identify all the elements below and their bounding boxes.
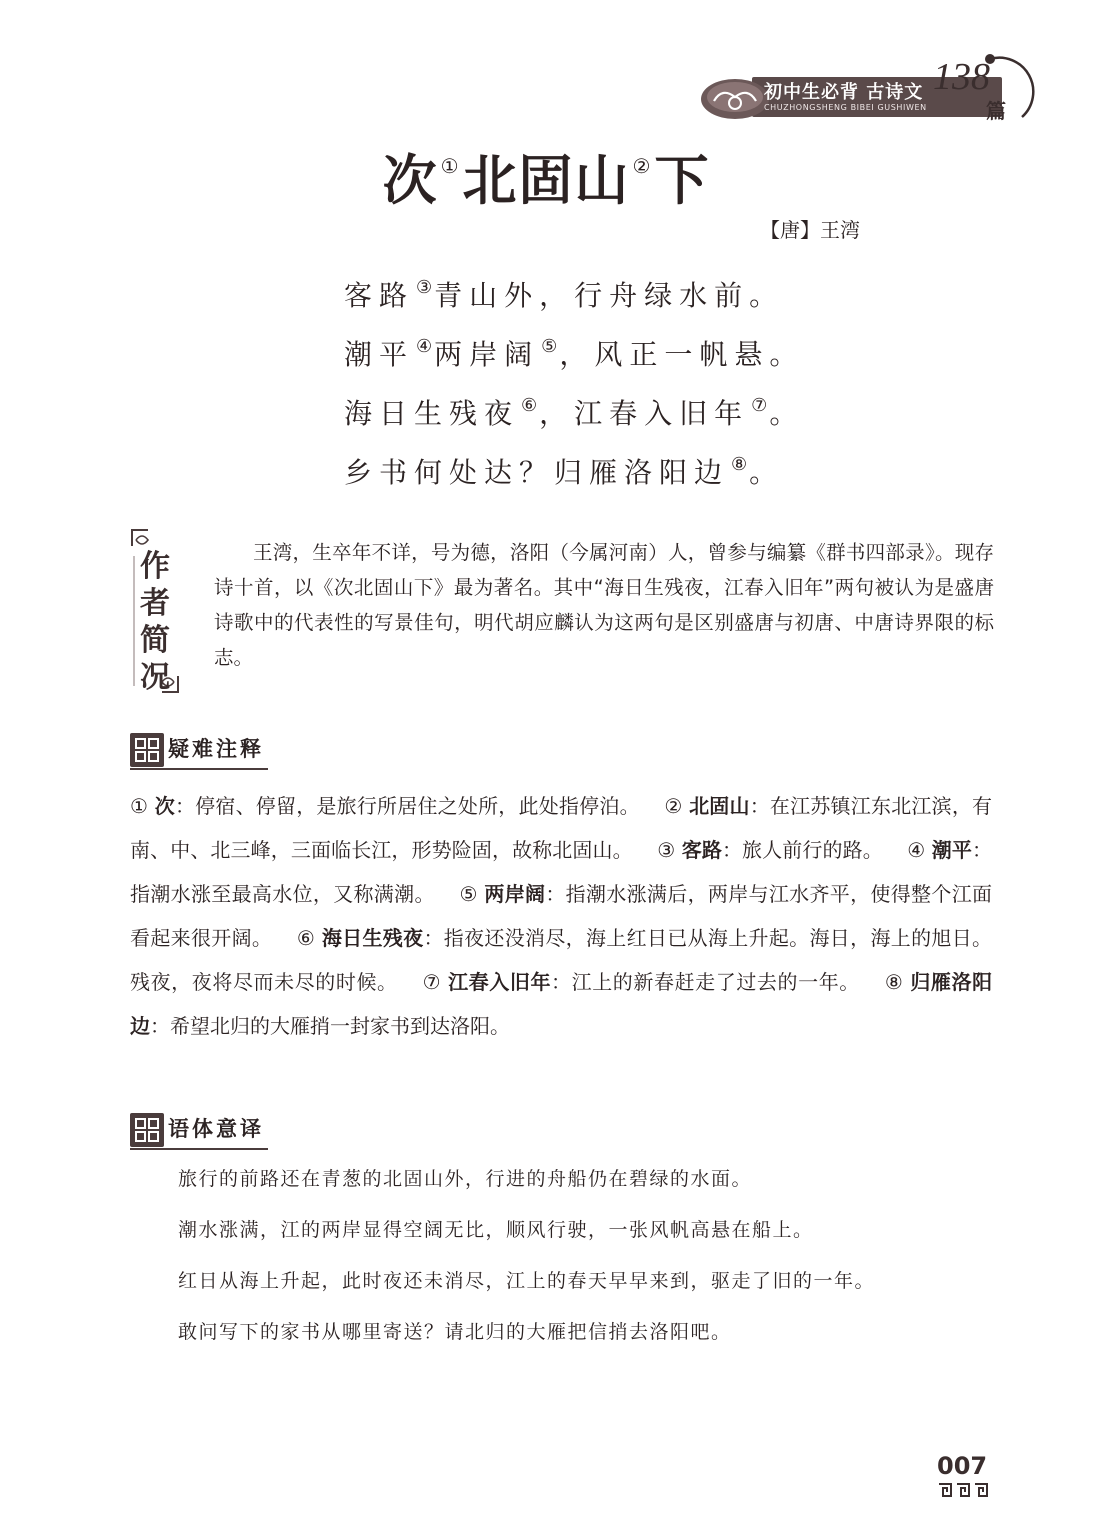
poem-title	[0, 138, 1093, 215]
note-term: 江春入旧年	[448, 970, 552, 994]
poem-text: 两岸阔	[434, 338, 540, 371]
poem-text: 海日生残夜	[344, 397, 520, 430]
author-intro	[214, 535, 994, 675]
section-underline	[130, 1148, 268, 1150]
series-title: 初中生必背 古诗文	[764, 82, 924, 103]
note-text: ：在江苏镇江东北江滨，有南、中、北三峰，三面临长江，形势险固，故称北固山。	[130, 794, 993, 862]
fret-ornament-icon	[937, 1482, 993, 1498]
note-item	[657, 838, 883, 862]
series-unit: 篇	[986, 99, 1006, 123]
translation-label: 语体意译	[168, 1117, 264, 1141]
poem-text: 潮平	[344, 338, 415, 371]
series-count: 138	[933, 56, 990, 98]
notes-body	[130, 784, 992, 1048]
poem-text: 乡书何处达？归雁洛阳边	[344, 456, 730, 489]
note-item	[130, 794, 640, 818]
poem-title-part: 北固山	[462, 149, 631, 212]
poem-line	[344, 268, 804, 327]
intro-paragraph: 王湾，生卒年不详，号为德，洛阳（今属河南）人，曾参与编纂《群书四部录》。现存诗十首，以《次北固山下》最为著名。其中“海日生残夜，江春入旧年”两句被认为是盛唐诗歌中的代表性的写景佳句，明代胡应麟认为这两句是区别盛唐与初唐、中唐诗界限的标志。	[214, 541, 994, 669]
note-marker: ④	[416, 336, 433, 357]
note-number: ⑤	[459, 882, 478, 906]
poem-title-part: 下	[654, 149, 711, 212]
note-number: ⑥	[296, 926, 316, 950]
poem-line	[344, 386, 804, 445]
note-term: 海日生残夜	[321, 926, 424, 950]
section-underline	[130, 768, 268, 770]
note-number: ⑧	[884, 970, 904, 994]
poem-body	[344, 268, 804, 504]
note-term: 潮平	[931, 838, 973, 862]
note-number: ②	[664, 794, 683, 818]
note-number: ①	[130, 794, 149, 818]
note-text: ：希望北归的大雁捎一封家书到达洛阳。	[150, 1014, 510, 1038]
translation-body	[178, 1164, 875, 1368]
poem-line	[344, 327, 804, 386]
note-number: ③	[657, 838, 676, 862]
note-number: ⑦	[422, 970, 442, 994]
note-text: ：旅人前行的路。	[721, 838, 883, 862]
note-marker: ⑦	[751, 395, 768, 416]
note-text: ：停宿、停留，是旅行所居住之处所，此处指停泊。	[174, 794, 640, 818]
series-header	[700, 45, 1030, 131]
poem-title-part: 次	[382, 149, 439, 212]
translation-line: 潮水涨满，江的两岸显得空阔无比，顺风行驶，一张风帆高悬在船上。	[178, 1219, 814, 1241]
note-marker: ⑥	[521, 395, 538, 416]
note-term: 次	[154, 794, 175, 818]
poem-text: ，江春入旧年	[539, 397, 750, 430]
note-text: ：指夜还没消尽，海上红日已从海上升起。海日，海上的旭日。残夜，夜将尽而未尽的时候。	[130, 926, 993, 994]
note-text: ：指潮水涨至最高水位，又称满潮。	[130, 838, 993, 906]
note-term: 北固山	[689, 794, 750, 818]
note-term: 两岸阔	[484, 882, 546, 906]
poem-text: 。	[769, 397, 805, 430]
poem-author: 【唐】王湾	[760, 218, 860, 242]
page-number: 007	[937, 1452, 988, 1480]
section-badge-icon	[130, 733, 164, 767]
note-marker: ⑧	[731, 454, 748, 475]
note-text: ：指潮水涨满后，两岸与江水齐平，使得整个江面看起来很开阔。	[130, 882, 993, 950]
note-term: 客路	[681, 838, 722, 862]
poem-line	[344, 445, 804, 504]
note-term: 归雁洛阳边	[130, 970, 993, 1038]
intro-label: 作 者 简 况	[140, 549, 170, 695]
series-pinyin: CHUZHONGSHENG BIBEI GUSHIWEN	[764, 103, 927, 112]
cloud-ornament-icon	[700, 73, 770, 121]
note-item	[423, 970, 860, 994]
section-badge-icon	[130, 1113, 164, 1147]
translation-line: 敢问写下的家书从哪里寄送？请北归的大雁把信捎去洛阳吧。	[178, 1321, 732, 1343]
note-text: ：江上的新春赶走了过去的一年。	[551, 970, 860, 994]
translation-line: 红日从海上升起，此时夜还未消尽，江上的春天早早来到，驱走了旧的一年。	[178, 1270, 876, 1292]
note-marker: ⑤	[541, 336, 558, 357]
poem-text: 。	[749, 456, 785, 489]
note-marker: ③	[416, 277, 433, 298]
note-number: ④	[907, 838, 926, 862]
poem-text: ，风正一帆悬。	[559, 338, 805, 371]
poem-text: 青山外，行舟绿水前。	[434, 279, 785, 312]
note-marker: ②	[632, 154, 653, 178]
poem-text: 客路	[344, 279, 415, 312]
note-marker: ①	[440, 154, 461, 178]
notes-label: 疑难注释	[168, 737, 264, 761]
translation-line: 旅行的前路还在青葱的北固山外，行进的舟船仍在碧绿的水面。	[178, 1168, 753, 1190]
